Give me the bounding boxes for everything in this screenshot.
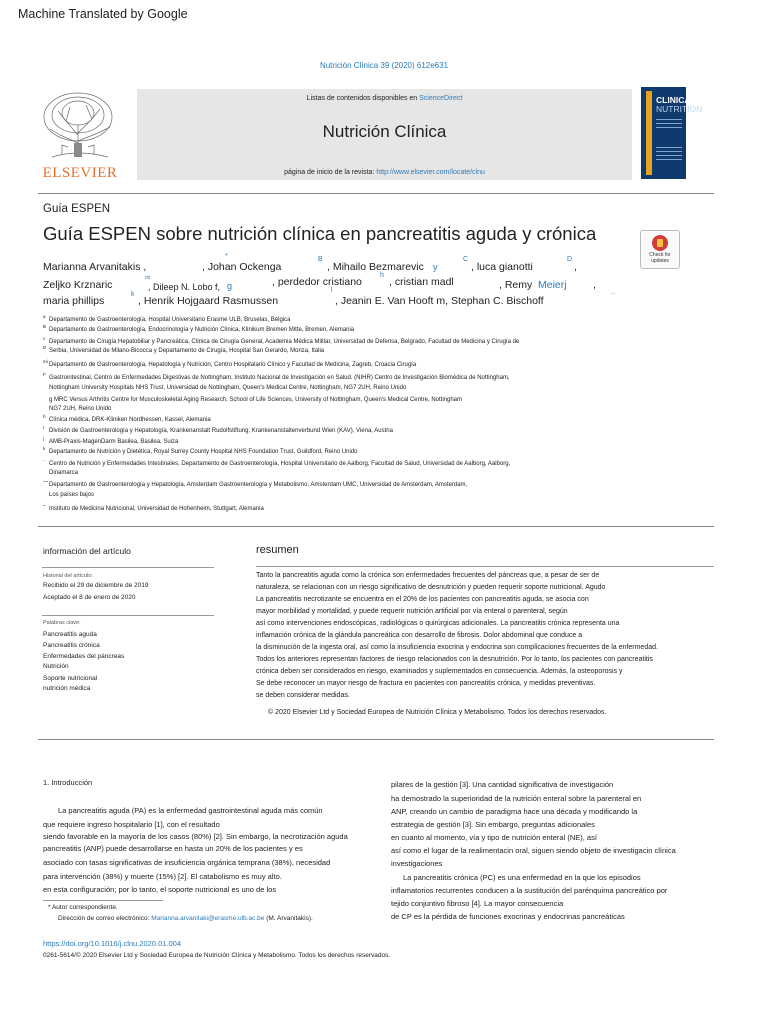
- journal-homepage: [137, 169, 632, 176]
- abstract-divider: [256, 566, 714, 567]
- author-name[interactable]: , Johan Ockenga: [202, 261, 282, 273]
- homepage-label: página de inicio de la revista:: [284, 169, 377, 176]
- availability-text: Listas de contenidos disponibles en: [306, 95, 420, 102]
- author-name[interactable]: , Dileep N. Lobo f,: [148, 282, 221, 292]
- keywords-divider: [42, 615, 214, 616]
- contents-availability: [137, 95, 632, 102]
- author-sup[interactable]: D: [567, 256, 573, 263]
- author-name[interactable]: , perdedor cristiano: [272, 276, 362, 288]
- affiliation-line: Serbia, Universidad de Milano-Bicocca y Departamento de Cirugía, Hospital San Gerardo, Monza, Italia: [49, 348, 325, 354]
- author-name[interactable]: maria phillips: [43, 295, 105, 307]
- author-sup[interactable]: *: [225, 253, 228, 260]
- author-sup[interactable]: B: [318, 256, 323, 263]
- affiliation-line: Nottingham University Hospitals NHS Trust, Universidad de Nottingham, Queen's Medical Centre, Nottingham, NG7 2UH, Reino Unido: [49, 385, 407, 391]
- cover-title-line1: CLINICAL: [656, 95, 696, 105]
- author-sup[interactable]: y: [433, 262, 438, 272]
- affiliation-line: Departamento de Nutrición y Dietética, Royal Surrey County Hospital NHS Foundation Trust, Guildford, Reino Unido: [49, 449, 358, 455]
- affiliation-line: Clínica médica, DRK-Kliniken Nordhessen, Kassel, Alemania: [49, 417, 211, 423]
- body-text-line: de CP es la pérdida de funciones exocrinas y endocrinas pancreáticas: [391, 912, 625, 921]
- abstract-line: Todos los anteriores representan factores de riesgo relacionados con la desnutrición. Por lo tanto, los pacientes con pancreatitis: [256, 656, 653, 663]
- affiliation-marker: j: [43, 436, 44, 441]
- author-name[interactable]: , cristian madl: [389, 276, 454, 288]
- affiliation-line: g MRC Versus Arthritis Centre for Musculoskeletal Aging Research, School of Life Sciences, University of Nottingham, Queen's Medical Centre, Nottingham: [49, 397, 462, 403]
- body-text-line: en cuanto al momento, vía y tipo de nutrición enteral (NE), así: [391, 833, 597, 842]
- email-suffix: (M. Arvanitakis).: [264, 915, 313, 922]
- affiliation-line: Instituto de Medicina Nutricional, Universidad de Hohenheim, Stuttgart, Alemania: [49, 506, 264, 512]
- check-for-updates-icon: [652, 235, 668, 251]
- abstract-heading: resumen: [256, 544, 299, 556]
- article-info-divider: [42, 567, 214, 568]
- body-text-line: para intervención (38%) y muerte (15%) [2]. El catabolismo es muy alto.: [43, 872, 282, 881]
- author-name[interactable]: Zeljko Krznaric: [43, 279, 113, 291]
- affiliation-marker: I: [43, 425, 45, 430]
- author-sup[interactable]: l: [331, 287, 333, 294]
- article-title: Guía ESPEN sobre nutrición clínica en pancreatitis aguda y crónica: [43, 223, 597, 244]
- affiliation-line: Dinamarca: [49, 470, 79, 476]
- affiliation-line: Departamento de Cirugía Hepatobiliar y Pancreática, Clínica de Cirugía General, Academia Médica Militar, Universidad de Defensa, Belgrado, Facultad de Medicina y Cirugía de: [49, 339, 520, 345]
- badge-line2: updates: [651, 257, 669, 264]
- cover-strip: [646, 91, 652, 175]
- keyword: Nutrición: [43, 663, 69, 670]
- author-name[interactable]: , Henrik Hojgaard Rasmussen: [138, 295, 279, 307]
- author-sup[interactable]: h: [380, 272, 384, 279]
- body-text-line: La pancreatitis crónica (PC) es una enfermedad en la que los episodios: [403, 873, 641, 882]
- keyword: Pancreatitis aguda: [43, 631, 97, 638]
- author-name[interactable]: , Remy: [499, 279, 533, 291]
- keyword: Enfermedades del páncreas: [43, 653, 125, 660]
- check-for-updates-badge[interactable]: [640, 230, 680, 269]
- affiliation-line: Gastrointestinal, Centro de Enfermedades Digestivas de Nottingham, Instituto Nacional de Investigación en Salud. (NIHR) Centro de Investigación Biomédica de Nottingham,: [49, 375, 510, 381]
- history-title: Historial del artículo:: [43, 573, 93, 579]
- publisher-name: ELSEVIER: [42, 165, 118, 181]
- affiliation-line: AMB-Praxis-MagenDarm Basilea, Basilea, Suiza: [49, 439, 179, 445]
- body-text-line: pancreatitis (ANP) puede desarrollarse en hasta un 20% de los pacientes y es: [43, 844, 303, 853]
- affiliation-line: División de Gastroenterología y Hepatología, Krankenanstalt Rudolfstiftung, Krankenanstaltenverbund Wien (KAV), Viena, Austria: [49, 428, 393, 434]
- body-text-line: en esta configuración; por lo tanto, el soporte nutricional es uno de los: [43, 885, 277, 894]
- body-text-line: ha demostrado la superioridad de la nutrición enteral sobre la parenteral en: [391, 794, 642, 803]
- cover-title-line2: NUTRITION: [656, 104, 703, 114]
- introduction-heading: 1. Introducción: [43, 778, 93, 787]
- corresponding-author-note: * Autor correspondiente.: [48, 904, 118, 911]
- header-divider: [38, 193, 714, 194]
- badge-text: [641, 253, 679, 264]
- received-date: Recibido el 29 de diciembre de 2019: [43, 582, 149, 589]
- copyright-line: 0261-5614/© 2020 Elsevier Ltd y Sociedad Europea de Nutrición Clínica y Metabolismo. Todos los derechos reservados.: [43, 952, 391, 959]
- affiliation-marker: B: [43, 324, 47, 329]
- body-text-line: tejido conjuntivo fibroso [4]. La mayor consecuencia: [391, 899, 564, 908]
- abstract-line: naturaleza, se relacionan con un riesgo significativo de desnutrición y pueden requerir soporte nutricional. Agudo: [256, 584, 606, 591]
- body-text-line: investigaciones: [391, 859, 443, 868]
- keyword: Pancreatitis crónica: [43, 642, 100, 649]
- body-text-line: que requiere ingreso hospitalario [1], con el resultado: [43, 820, 220, 829]
- elsevier-logo: [38, 85, 122, 185]
- email-link[interactable]: Marianna.arvanitaki@erasme.ulb.ac.be: [151, 915, 265, 922]
- body-text-line: ANP, creando un cambio de paradigma hace una década y modificando la: [391, 807, 638, 816]
- affiliation-line: Departamento de Gastroenterología, Endocrinología y Nutrición Clínica, Klinikum Bremen Mitte, Bremen, Alemania: [49, 327, 355, 333]
- abstract-line: Se debe reconocer un mayor riesgo de fractura en pacientes con pancreatitis crónica, y medidas preventivas.: [256, 680, 596, 687]
- email-label: Dirección de correo electrónico:: [58, 915, 152, 922]
- abstract-line: se deben considerar medidas.: [256, 692, 350, 699]
- author-name[interactable]: , luca gianotti: [471, 261, 533, 273]
- journal-citation[interactable]: Nutrición Clínica 39 (2020) 612e631: [319, 61, 449, 70]
- article-info-heading: información del artículo: [43, 546, 131, 556]
- affiliation-marker: -: [43, 458, 45, 463]
- body-text-line: La pancreatitis aguda (PA) es la enfermedad gastrointestinal aguda más común: [58, 806, 323, 815]
- journal-title: Nutrición Clínica: [322, 122, 447, 141]
- affiliation-marker: D: [43, 345, 47, 350]
- affiliation-line: NG7 2UH, Reino Unido: [49, 406, 112, 412]
- author-name[interactable]: , Jeanin E. Van Hooft m, Stephan C. Bischoff: [335, 295, 544, 307]
- body-text-line: así como el lugar de la realimentacin oral, siguen siendo objeto de investigacin clínica: [391, 846, 676, 855]
- affiliation-line: Departamento de Gastroenterología, Hepatología y Nutrición, Centro Hospitalario Clínico y Facultad de Medicina, Zagreb, Croacia Cirugía: [49, 362, 417, 368]
- sciencedirect-link[interactable]: ScienceDirect: [419, 95, 463, 102]
- abstract-line: inflamación crónica de la glándula pancreática con desarrollo de fibrosis. Dolor abdominal que conduce a: [256, 632, 583, 639]
- keyword: nutrición médica: [43, 685, 91, 692]
- abstract-copyright: © 2020 Elsevier Ltd y Sociedad Europea de Nutrición Clínica y Metabolismo. Todos los derechos reservados.: [268, 709, 607, 716]
- affiliation-marker: ~~: [43, 479, 49, 484]
- author-sup[interactable]: C: [463, 256, 469, 263]
- keyword: Soporte nutricional: [43, 675, 98, 682]
- affiliation-marker: a: [43, 314, 46, 319]
- affiliation-line: Los países bajos: [49, 492, 95, 498]
- affiliation-line: Departamento de Gastroenterología y Hepatología, Amsterdam Gastroenterología y Metabolismo, Amsterdam UMC, Universidad de Amsterdam, Amsterdam,: [49, 482, 468, 488]
- affiliation-marker: c: [43, 336, 46, 341]
- author-name[interactable]: Marianna Arvanitakis ,: [43, 261, 147, 273]
- affiliation-marker: k: [43, 446, 46, 451]
- body-text-line: estrategia de gestión [3]. Sin embargo, preguntas adicionales: [391, 820, 595, 829]
- author-sup[interactable]: ...: [611, 290, 616, 296]
- abstract-line: La pancreatitis necrotizante se encuentra en el 20% de los pacientes con pancreatitis aguda, se asocia con: [256, 596, 589, 603]
- journal-cover-thumbnail[interactable]: [641, 87, 703, 179]
- homepage-link[interactable]: http://www.elsevier.com/locate/clnu: [376, 169, 485, 176]
- abstract-line: crónica deben ser considerados en riesgo, examinados y suplementados en consecuencia. Además, la osteoporosis y: [256, 668, 623, 675]
- affiliation-marker: F: [43, 372, 46, 377]
- author-name: ,: [574, 261, 577, 273]
- affiliation-marker: ~: [43, 503, 46, 508]
- affiliation-line: Centro de Nutrición y Enfermedades Intestinales, Departamento de Gastroenterología, Hospital Universitario de Aalborg, Facultad de Salud, Universidad de Aalborg, Aalborg,: [49, 461, 511, 467]
- affiliation-marker: h: [43, 414, 46, 419]
- author-name[interactable]: , Mihailo Bezmarevic: [327, 261, 424, 273]
- abstract-line: Tanto la pancreatitis aguda como la crónica son enfermedades frecuentes del páncreas que, a pesar de ser de: [256, 572, 600, 579]
- author-sup[interactable]: mi: [145, 275, 151, 281]
- author-name: ,: [593, 279, 596, 291]
- body-text-line: inflamatorios recurrentes conducen a la sustitución del parénquima pancreático por: [391, 886, 668, 895]
- author-sup[interactable]: g: [227, 281, 233, 291]
- email-footnote: [58, 915, 313, 922]
- affiliation-marker: mi: [43, 359, 48, 364]
- section-divider: [38, 526, 714, 527]
- affiliation-line: Departamento de Gastroenterología, Hospital Universitario Erasme ULB, Bruselas, Bélgica: [49, 317, 291, 323]
- body-divider: [38, 739, 714, 740]
- badge-line1: Check for: [649, 252, 671, 258]
- body-text-line: siendo favorable en la mayoría de los casos (80%) [2]. Sin embargo, la necrotización aguda: [43, 832, 348, 841]
- keywords-title: Palabras clave:: [43, 620, 81, 626]
- abstract-line: la disminución de la ingesta oral, así como la insuficiencia exocrina y endocrina son complicaciones frecuentes de la enfermedad.: [256, 644, 658, 651]
- article-type: Guía ESPEN: [43, 203, 111, 215]
- author-sup[interactable]: k: [131, 291, 135, 298]
- abstract-line: mayor morbilidad y mortalidad, y puede requerir nutrición artificial por vía enteral o parenteral, según: [256, 608, 568, 615]
- accepted-date: Aceptado el 8 de enero de 2020: [43, 594, 136, 601]
- machine-translated-banner: Machine Translated by Google: [18, 7, 188, 21]
- doi-link[interactable]: https://doi.org/10.1016/j.clnu.2020.01.004: [43, 939, 182, 948]
- body-text-line: asociado con tasas significativas de insuficiencia orgánica temprana (38%), necesidad: [43, 858, 331, 867]
- body-text-line: pilares de la gestión [3]. Una cantidad significativa de investigación: [391, 780, 614, 789]
- author-name[interactable]: Meierj: [538, 279, 567, 291]
- abstract-line: así como intervenciones endoscópicas, radiológicas o quirúrgicas adicionales. La pancreatitis crónica representa una: [256, 620, 620, 627]
- footnote-divider: [43, 900, 163, 901]
